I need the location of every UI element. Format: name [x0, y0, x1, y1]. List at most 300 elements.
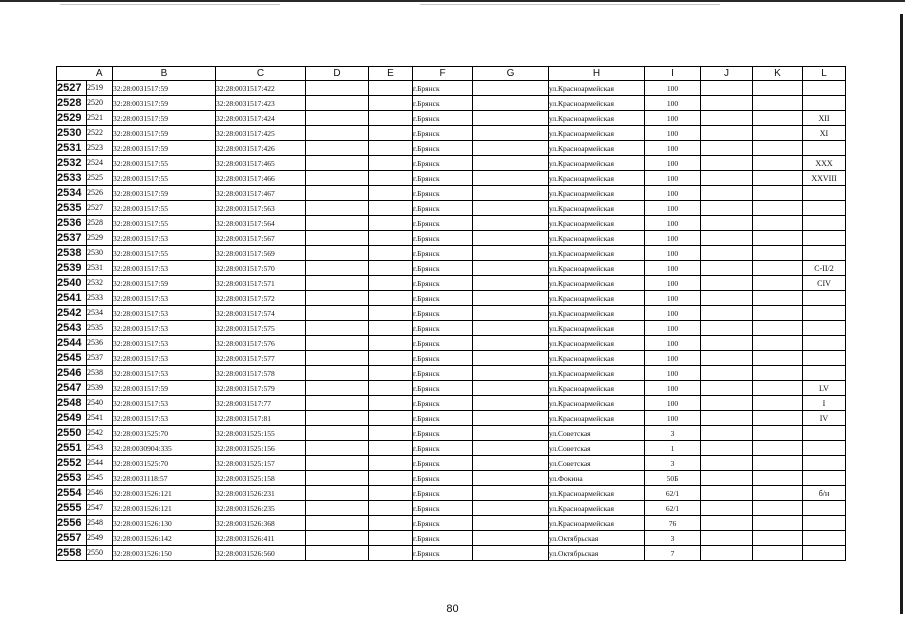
row-number[interactable]: 2546 — [57, 366, 87, 381]
cell-f[interactable]: г.Брянск — [413, 486, 473, 501]
cell-h[interactable]: ул.Советская — [549, 441, 645, 456]
cell-c[interactable]: 32:28:0031517:567 — [216, 231, 306, 246]
cell-d[interactable] — [306, 291, 369, 306]
cell-k[interactable] — [753, 276, 803, 291]
cell-e[interactable] — [369, 531, 413, 546]
cell-j[interactable] — [701, 471, 753, 486]
cell-i[interactable]: 3 — [645, 426, 701, 441]
row-number[interactable]: 2557 — [57, 531, 87, 546]
cell-c[interactable]: 32:28:0031517:571 — [216, 276, 306, 291]
cell-l[interactable]: XXX — [803, 156, 846, 171]
cell-f[interactable]: г.Брянск — [413, 141, 473, 156]
cell-d[interactable] — [306, 111, 369, 126]
cell-f[interactable]: г.Брянск — [413, 276, 473, 291]
cell-f[interactable]: г.Брянск — [413, 201, 473, 216]
cell-h[interactable]: ул.Фокина — [549, 471, 645, 486]
cell-b[interactable]: 32:28:0031517:59 — [113, 381, 216, 396]
cell-a[interactable]: 2526 — [87, 186, 113, 201]
cell-a[interactable]: 2535 — [87, 321, 113, 336]
cell-e[interactable] — [369, 81, 413, 96]
column-header-j[interactable]: J — [701, 67, 753, 81]
cell-i[interactable]: 100 — [645, 216, 701, 231]
cell-e[interactable] — [369, 306, 413, 321]
cell-f[interactable]: г.Брянск — [413, 531, 473, 546]
cell-c[interactable]: 32:28:0031517:424 — [216, 111, 306, 126]
cell-g[interactable] — [473, 456, 549, 471]
cell-l[interactable] — [803, 516, 846, 531]
cell-j[interactable] — [701, 261, 753, 276]
column-header-a[interactable]: A — [87, 67, 113, 81]
cell-a[interactable]: 2542 — [87, 426, 113, 441]
cell-h[interactable]: ул.Красноармейская — [549, 501, 645, 516]
cell-d[interactable] — [306, 96, 369, 111]
cell-g[interactable] — [473, 471, 549, 486]
row-number[interactable]: 2529 — [57, 111, 87, 126]
cell-j[interactable] — [701, 396, 753, 411]
cell-k[interactable] — [753, 306, 803, 321]
cell-l[interactable] — [803, 501, 846, 516]
cell-j[interactable] — [701, 456, 753, 471]
cell-a[interactable]: 2528 — [87, 216, 113, 231]
row-number[interactable]: 2541 — [57, 291, 87, 306]
cell-l[interactable] — [803, 306, 846, 321]
cell-j[interactable] — [701, 216, 753, 231]
cell-e[interactable] — [369, 171, 413, 186]
cell-a[interactable]: 2540 — [87, 396, 113, 411]
cell-j[interactable] — [701, 171, 753, 186]
cell-i[interactable]: 100 — [645, 246, 701, 261]
cell-l[interactable]: IV — [803, 411, 846, 426]
cell-d[interactable] — [306, 396, 369, 411]
cell-k[interactable] — [753, 201, 803, 216]
cell-d[interactable] — [306, 531, 369, 546]
cell-b[interactable]: 32:28:0031517:59 — [113, 126, 216, 141]
cell-f[interactable]: г.Брянск — [413, 366, 473, 381]
cell-d[interactable] — [306, 411, 369, 426]
cell-k[interactable] — [753, 501, 803, 516]
cell-e[interactable] — [369, 396, 413, 411]
row-number[interactable]: 2542 — [57, 306, 87, 321]
cell-d[interactable] — [306, 306, 369, 321]
cell-l[interactable]: CIV — [803, 276, 846, 291]
cell-c[interactable]: 32:28:0031517:465 — [216, 156, 306, 171]
cell-c[interactable]: 32:28:0031517:574 — [216, 306, 306, 321]
cell-i[interactable]: 50Б — [645, 471, 701, 486]
cell-c[interactable]: 32:28:0031526:231 — [216, 486, 306, 501]
column-header-f[interactable]: F — [413, 67, 473, 81]
cell-c[interactable]: 32:28:0031517:579 — [216, 381, 306, 396]
cell-d[interactable] — [306, 336, 369, 351]
cell-a[interactable]: 2531 — [87, 261, 113, 276]
cell-i[interactable]: 100 — [645, 291, 701, 306]
cell-d[interactable] — [306, 546, 369, 561]
cell-b[interactable]: 32:28:0031517:59 — [113, 96, 216, 111]
cell-k[interactable] — [753, 396, 803, 411]
cell-a[interactable]: 2520 — [87, 96, 113, 111]
cell-d[interactable] — [306, 171, 369, 186]
cell-k[interactable] — [753, 111, 803, 126]
cell-e[interactable] — [369, 111, 413, 126]
cell-l[interactable] — [803, 546, 846, 561]
cell-d[interactable] — [306, 456, 369, 471]
cell-g[interactable] — [473, 336, 549, 351]
cell-l[interactable] — [803, 231, 846, 246]
cell-g[interactable] — [473, 156, 549, 171]
cell-c[interactable]: 32:28:0031525:155 — [216, 426, 306, 441]
cell-l[interactable]: С-II/2 — [803, 261, 846, 276]
cell-h[interactable]: ул.Красноармейская — [549, 516, 645, 531]
cell-a[interactable]: 2530 — [87, 246, 113, 261]
cell-i[interactable]: 1 — [645, 441, 701, 456]
cell-g[interactable] — [473, 426, 549, 441]
cell-j[interactable] — [701, 291, 753, 306]
cell-k[interactable] — [753, 441, 803, 456]
column-header-h[interactable]: H — [549, 67, 645, 81]
cell-l[interactable] — [803, 336, 846, 351]
cell-b[interactable]: 32:28:0031517:59 — [113, 276, 216, 291]
cell-c[interactable]: 32:28:0031526:560 — [216, 546, 306, 561]
row-number[interactable]: 2544 — [57, 336, 87, 351]
cell-k[interactable] — [753, 141, 803, 156]
row-number[interactable]: 2532 — [57, 156, 87, 171]
cell-f[interactable]: г.Брянск — [413, 396, 473, 411]
cell-k[interactable] — [753, 231, 803, 246]
cell-f[interactable]: г.Брянск — [413, 96, 473, 111]
cell-g[interactable] — [473, 291, 549, 306]
cell-f[interactable]: г.Брянск — [413, 246, 473, 261]
cell-c[interactable]: 32:28:0031517:576 — [216, 336, 306, 351]
cell-b[interactable]: 32:28:0031525:70 — [113, 426, 216, 441]
cell-h[interactable]: ул.Советская — [549, 426, 645, 441]
cell-d[interactable] — [306, 81, 369, 96]
cell-c[interactable]: 32:28:0031517:563 — [216, 201, 306, 216]
row-number[interactable]: 2551 — [57, 441, 87, 456]
row-number[interactable]: 2558 — [57, 546, 87, 561]
cell-l[interactable] — [803, 426, 846, 441]
cell-k[interactable] — [753, 486, 803, 501]
cell-h[interactable]: ул.Красноармейская — [549, 186, 645, 201]
cell-c[interactable]: 32:28:0031517:466 — [216, 171, 306, 186]
row-number[interactable]: 2555 — [57, 501, 87, 516]
cell-h[interactable]: ул.Октябрьская — [549, 531, 645, 546]
cell-g[interactable] — [473, 186, 549, 201]
cell-d[interactable] — [306, 231, 369, 246]
cell-i[interactable]: 76 — [645, 516, 701, 531]
cell-l[interactable] — [803, 531, 846, 546]
cell-k[interactable] — [753, 456, 803, 471]
row-number[interactable]: 2554 — [57, 486, 87, 501]
cell-d[interactable] — [306, 441, 369, 456]
cell-a[interactable]: 2536 — [87, 336, 113, 351]
cell-f[interactable]: г.Брянск — [413, 186, 473, 201]
cell-j[interactable] — [701, 516, 753, 531]
row-number[interactable]: 2534 — [57, 186, 87, 201]
row-number[interactable]: 2533 — [57, 171, 87, 186]
cell-k[interactable] — [753, 171, 803, 186]
cell-b[interactable]: 32:28:0031526:121 — [113, 501, 216, 516]
cell-h[interactable]: ул.Красноармейская — [549, 381, 645, 396]
cell-h[interactable]: ул.Красноармейская — [549, 306, 645, 321]
cell-b[interactable]: 32:28:0031526:150 — [113, 546, 216, 561]
cell-i[interactable]: 100 — [645, 171, 701, 186]
row-number[interactable]: 2537 — [57, 231, 87, 246]
cell-j[interactable] — [701, 546, 753, 561]
cell-j[interactable] — [701, 441, 753, 456]
cell-k[interactable] — [753, 291, 803, 306]
cell-i[interactable]: 100 — [645, 381, 701, 396]
cell-a[interactable]: 2524 — [87, 156, 113, 171]
cell-a[interactable]: 2538 — [87, 366, 113, 381]
cell-i[interactable]: 62/1 — [645, 501, 701, 516]
cell-h[interactable]: ул.Красноармейская — [549, 111, 645, 126]
cell-l[interactable] — [803, 366, 846, 381]
cell-l[interactable] — [803, 456, 846, 471]
cell-g[interactable] — [473, 231, 549, 246]
cell-c[interactable]: 32:28:0031517:572 — [216, 291, 306, 306]
cell-a[interactable]: 2519 — [87, 81, 113, 96]
cell-b[interactable]: 32:28:0031517:53 — [113, 351, 216, 366]
cell-a[interactable]: 2546 — [87, 486, 113, 501]
cell-f[interactable]: г.Брянск — [413, 81, 473, 96]
cell-c[interactable]: 32:28:0031517:578 — [216, 366, 306, 381]
column-header-l[interactable]: L — [803, 67, 846, 81]
cell-f[interactable]: г.Брянск — [413, 441, 473, 456]
cell-g[interactable] — [473, 246, 549, 261]
cell-d[interactable] — [306, 246, 369, 261]
cell-h[interactable]: ул.Красноармейская — [549, 336, 645, 351]
cell-l[interactable]: б/н — [803, 486, 846, 501]
cell-i[interactable]: 100 — [645, 156, 701, 171]
cell-c[interactable]: 32:28:0031517:426 — [216, 141, 306, 156]
cell-b[interactable]: 32:28:0030904:335 — [113, 441, 216, 456]
cell-i[interactable]: 100 — [645, 396, 701, 411]
cell-g[interactable] — [473, 321, 549, 336]
cell-j[interactable] — [701, 366, 753, 381]
cell-g[interactable] — [473, 96, 549, 111]
cell-d[interactable] — [306, 366, 369, 381]
cell-f[interactable]: г.Брянск — [413, 411, 473, 426]
cell-b[interactable]: 32:28:0031517:53 — [113, 336, 216, 351]
row-number[interactable]: 2535 — [57, 201, 87, 216]
cell-d[interactable] — [306, 426, 369, 441]
cell-c[interactable]: 32:28:0031517:564 — [216, 216, 306, 231]
cell-d[interactable] — [306, 471, 369, 486]
cell-b[interactable]: 32:28:0031517:55 — [113, 216, 216, 231]
cell-g[interactable] — [473, 516, 549, 531]
cell-a[interactable]: 2550 — [87, 546, 113, 561]
cell-c[interactable]: 32:28:0031517:570 — [216, 261, 306, 276]
cell-j[interactable] — [701, 81, 753, 96]
cell-k[interactable] — [753, 186, 803, 201]
cell-d[interactable] — [306, 321, 369, 336]
cell-i[interactable]: 100 — [645, 336, 701, 351]
cell-g[interactable] — [473, 531, 549, 546]
cell-l[interactable]: XI — [803, 126, 846, 141]
cell-d[interactable] — [306, 486, 369, 501]
cell-f[interactable]: г.Брянск — [413, 231, 473, 246]
cell-i[interactable]: 100 — [645, 186, 701, 201]
cell-h[interactable]: ул.Советская — [549, 456, 645, 471]
cell-c[interactable]: 32:28:0031517:467 — [216, 186, 306, 201]
cell-b[interactable]: 32:28:0031517:55 — [113, 156, 216, 171]
cell-a[interactable]: 2545 — [87, 471, 113, 486]
cell-f[interactable]: г.Брянск — [413, 306, 473, 321]
cell-g[interactable] — [473, 126, 549, 141]
cell-d[interactable] — [306, 141, 369, 156]
cell-b[interactable]: 32:28:0031526:142 — [113, 531, 216, 546]
cell-g[interactable] — [473, 441, 549, 456]
cell-h[interactable]: ул.Красноармейская — [549, 261, 645, 276]
cell-g[interactable] — [473, 141, 549, 156]
cell-f[interactable]: г.Брянск — [413, 216, 473, 231]
cell-j[interactable] — [701, 126, 753, 141]
cell-d[interactable] — [306, 516, 369, 531]
cell-a[interactable]: 2547 — [87, 501, 113, 516]
cell-k[interactable] — [753, 261, 803, 276]
cell-l[interactable] — [803, 186, 846, 201]
cell-f[interactable]: г.Брянск — [413, 546, 473, 561]
cell-j[interactable] — [701, 186, 753, 201]
cell-f[interactable]: г.Брянск — [413, 111, 473, 126]
cell-j[interactable] — [701, 351, 753, 366]
row-number[interactable]: 2530 — [57, 126, 87, 141]
cell-h[interactable]: ул.Красноармейская — [549, 216, 645, 231]
cell-i[interactable]: 100 — [645, 201, 701, 216]
cell-k[interactable] — [753, 246, 803, 261]
cell-l[interactable]: I — [803, 396, 846, 411]
cell-h[interactable]: ул.Красноармейская — [549, 141, 645, 156]
cell-l[interactable] — [803, 351, 846, 366]
cell-j[interactable] — [701, 111, 753, 126]
cell-l[interactable] — [803, 441, 846, 456]
cell-b[interactable]: 32:28:0031526:130 — [113, 516, 216, 531]
cell-h[interactable]: ул.Красноармейская — [549, 366, 645, 381]
cell-e[interactable] — [369, 291, 413, 306]
column-header-i[interactable]: I — [645, 67, 701, 81]
cell-h[interactable]: ул.Красноармейская — [549, 246, 645, 261]
cell-f[interactable]: г.Брянск — [413, 471, 473, 486]
cell-i[interactable]: 100 — [645, 141, 701, 156]
cell-e[interactable] — [369, 156, 413, 171]
cell-d[interactable] — [306, 201, 369, 216]
cell-i[interactable]: 100 — [645, 351, 701, 366]
cell-k[interactable] — [753, 96, 803, 111]
cell-a[interactable]: 2549 — [87, 531, 113, 546]
cell-d[interactable] — [306, 126, 369, 141]
cell-f[interactable]: г.Брянск — [413, 381, 473, 396]
cell-c[interactable]: 32:28:0031517:577 — [216, 351, 306, 366]
cell-k[interactable] — [753, 426, 803, 441]
cell-l[interactable] — [803, 321, 846, 336]
cell-h[interactable]: ул.Красноармейская — [549, 321, 645, 336]
cell-a[interactable]: 2533 — [87, 291, 113, 306]
cell-d[interactable] — [306, 501, 369, 516]
cell-g[interactable] — [473, 411, 549, 426]
cell-f[interactable]: г.Брянск — [413, 171, 473, 186]
cell-a[interactable]: 2534 — [87, 306, 113, 321]
cell-e[interactable] — [369, 336, 413, 351]
cell-k[interactable] — [753, 351, 803, 366]
cell-c[interactable]: 32:28:0031526:411 — [216, 531, 306, 546]
cell-b[interactable]: 32:28:0031517:59 — [113, 111, 216, 126]
cell-k[interactable] — [753, 546, 803, 561]
row-number[interactable]: 2540 — [57, 276, 87, 291]
cell-e[interactable] — [369, 351, 413, 366]
cell-e[interactable] — [369, 201, 413, 216]
cell-k[interactable] — [753, 81, 803, 96]
cell-c[interactable]: 32:28:0031517:422 — [216, 81, 306, 96]
cell-g[interactable] — [473, 111, 549, 126]
cell-h[interactable]: ул.Красноармейская — [549, 126, 645, 141]
cell-c[interactable]: 32:28:0031517:77 — [216, 396, 306, 411]
cell-j[interactable] — [701, 276, 753, 291]
cell-c[interactable]: 32:28:0031517:423 — [216, 96, 306, 111]
cell-b[interactable]: 32:28:0031517:55 — [113, 201, 216, 216]
cell-i[interactable]: 100 — [645, 111, 701, 126]
cell-d[interactable] — [306, 186, 369, 201]
row-number[interactable]: 2545 — [57, 351, 87, 366]
cell-c[interactable]: 32:28:0031517:575 — [216, 321, 306, 336]
cell-g[interactable] — [473, 366, 549, 381]
cell-a[interactable]: 2544 — [87, 456, 113, 471]
cell-b[interactable]: 32:28:0031118:57 — [113, 471, 216, 486]
cell-l[interactable] — [803, 96, 846, 111]
cell-b[interactable]: 32:28:0031517:53 — [113, 321, 216, 336]
cell-i[interactable]: 100 — [645, 321, 701, 336]
column-header-d[interactable]: D — [306, 67, 369, 81]
cell-k[interactable] — [753, 531, 803, 546]
cell-d[interactable] — [306, 216, 369, 231]
cell-i[interactable]: 100 — [645, 126, 701, 141]
cell-e[interactable] — [369, 321, 413, 336]
cell-f[interactable]: г.Брянск — [413, 291, 473, 306]
cell-j[interactable] — [701, 141, 753, 156]
cell-i[interactable]: 62/1 — [645, 486, 701, 501]
cell-b[interactable]: 32:28:0031517:59 — [113, 141, 216, 156]
cell-l[interactable] — [803, 216, 846, 231]
cell-h[interactable]: ул.Красноармейская — [549, 396, 645, 411]
cell-b[interactable]: 32:28:0031517:59 — [113, 186, 216, 201]
cell-g[interactable] — [473, 261, 549, 276]
cell-e[interactable] — [369, 366, 413, 381]
cell-f[interactable]: г.Брянск — [413, 426, 473, 441]
row-number[interactable]: 2531 — [57, 141, 87, 156]
cell-e[interactable] — [369, 96, 413, 111]
cell-l[interactable] — [803, 141, 846, 156]
cell-i[interactable]: 100 — [645, 411, 701, 426]
cell-k[interactable] — [753, 321, 803, 336]
cell-e[interactable] — [369, 546, 413, 561]
cell-j[interactable] — [701, 531, 753, 546]
cell-i[interactable]: 7 — [645, 546, 701, 561]
cell-c[interactable]: 32:28:0031526:368 — [216, 516, 306, 531]
cell-i[interactable]: 100 — [645, 261, 701, 276]
row-number[interactable]: 2527 — [57, 81, 87, 96]
cell-b[interactable]: 32:28:0031525:70 — [113, 456, 216, 471]
cell-b[interactable]: 32:28:0031526:121 — [113, 486, 216, 501]
cell-e[interactable] — [369, 261, 413, 276]
cell-f[interactable]: г.Брянск — [413, 516, 473, 531]
row-number[interactable]: 2547 — [57, 381, 87, 396]
cell-i[interactable]: 100 — [645, 96, 701, 111]
cell-k[interactable] — [753, 471, 803, 486]
cell-f[interactable]: г.Брянск — [413, 456, 473, 471]
cell-k[interactable] — [753, 381, 803, 396]
cell-g[interactable] — [473, 351, 549, 366]
cell-a[interactable]: 2525 — [87, 171, 113, 186]
cell-h[interactable]: ул.Красноармейская — [549, 351, 645, 366]
cell-i[interactable]: 3 — [645, 456, 701, 471]
